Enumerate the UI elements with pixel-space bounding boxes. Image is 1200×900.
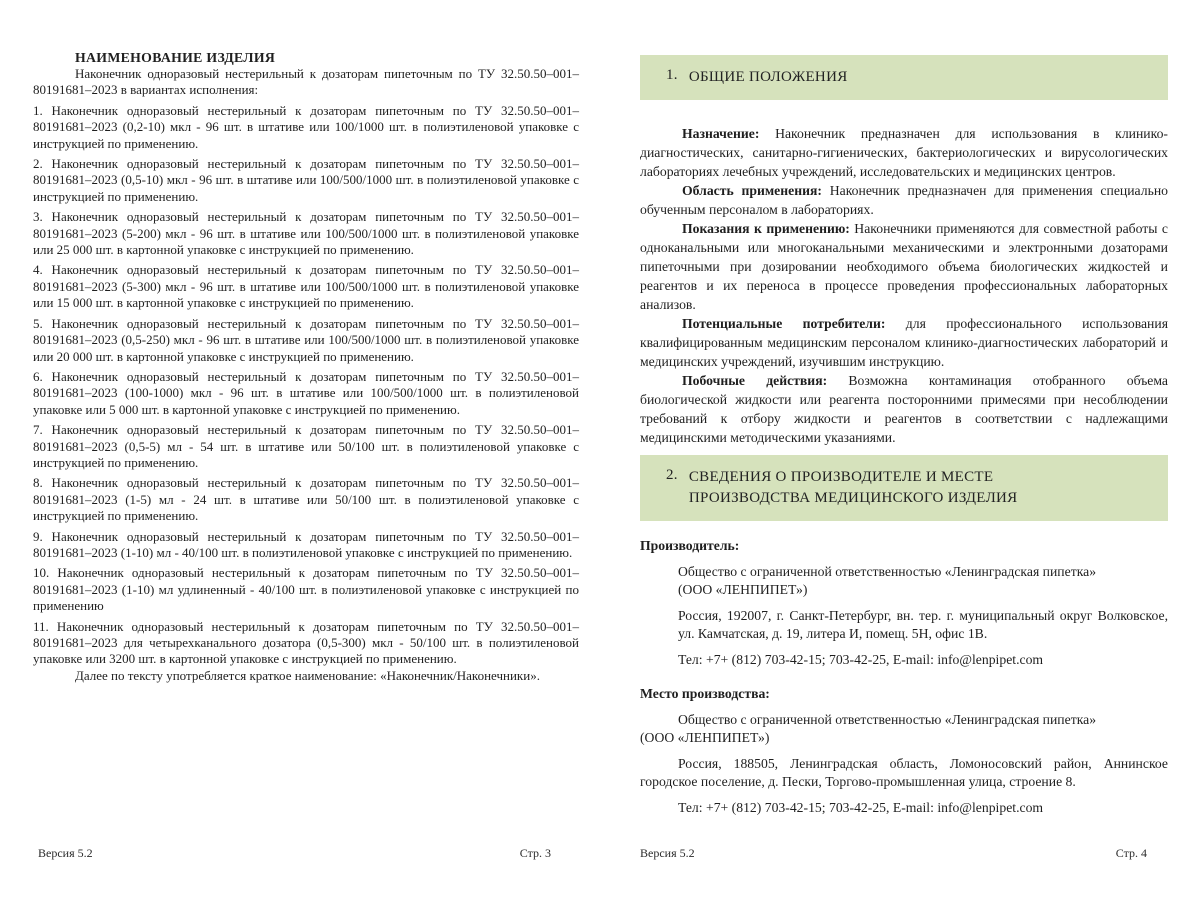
footer-version: Версия 5.2 xyxy=(640,846,695,860)
paragraph-lead: Показания к применению: xyxy=(682,221,850,236)
section-1-number: 1. xyxy=(666,67,678,83)
section-2-title: СВЕДЕНИЯ О ПРОИЗВОДИТЕЛЕ И МЕСТЕ ПРОИЗВОДСТВА МЕДИЦИНСКОГО ИЗДЕЛИЯ xyxy=(688,469,1018,506)
variant-item-1: 1. Наконечник одноразовый нестерильный к дозаторам пипеточным по ТУ 32.50.50–001–80191681–2023 (0,2-10) мкл - 96 шт. в штативе или 100/1000 шт. в полиэтиленовой упаковке с инструкцией по применению. xyxy=(33,102,579,151)
paragraph-pokazaniya xyxy=(640,219,1168,314)
short-name-note: Далее по тексту употребляется краткое наименование: «Наконечник/Наконечники». xyxy=(75,667,540,683)
footer-page-number: Стр. 4 xyxy=(1115,846,1147,860)
section-2-number: 2. xyxy=(666,467,678,483)
paragraph-text: для профессионального использования квалифицированным медицинским персоналом клинико-диагностических лабораторий и медицинских учреждений, изучившим инструкцию. xyxy=(640,316,1168,369)
manufacturer-name-line1: Общество с ограниченной ответственностью «Ленинградская пипетка» xyxy=(678,564,1097,579)
manufacturer-phone: Тел: +7+ (812) 703-42-15; 703-42-25, E-mail: info@lenpipet.com xyxy=(678,652,1044,667)
production-site-name-line2: (ООО «ЛЕНПИПЕТ») xyxy=(640,730,770,745)
manufacturer-label: Производитель: xyxy=(640,538,740,553)
paragraph-pobochnye-deystviya xyxy=(640,371,1168,447)
variant-item-7: 7. Наконечник одноразовый нестерильный к дозаторам пипеточным по ТУ 32.50.50–001–80191681–2023 (0,5-5) мл - 54 шт. в штативе или 50/100 шт. в полиэтиленовой упаковке с инструкцией по применению. xyxy=(33,422,579,470)
paragraph-text: Наконечник предназначен для использования в клинико-диагностических, санитарно-гигиенических, бактериологических и вирусологических лабораториях лечебных учреждений, исследовательских и медицинских центров. xyxy=(640,126,1168,179)
footer-version: Версия 5.2 xyxy=(38,846,93,860)
paragraph-lead: Побочные действия: xyxy=(682,373,828,388)
variant-item-9: 9. Наконечник одноразовый нестерильный к дозаторам пипеточным по ТУ 32.50.50–001–80191681–2023 (1-10) мл - 40/100 шт. в полиэтиленовой упаковке с инструкцией по применению. xyxy=(33,528,579,560)
paragraph-text: Наконечники применяются для совместной работы с одноканальными или многоканальными механическими и электронными дозаторами пипеточными при дозировании необходимого объема биологических жидкостей и реагентов и их переноса в процессе проведения профессиональных лабораторных анализов. xyxy=(640,221,1168,312)
page-title: НАИМЕНОВАНИЕ ИЗДЕЛИЯ xyxy=(75,50,276,65)
manufacturer-section xyxy=(640,537,1168,817)
paragraph-lead: Область применения: xyxy=(682,183,822,198)
product-name-section xyxy=(33,66,579,684)
general-provisions-section xyxy=(640,124,1168,447)
paragraph-oblast-primeneniya xyxy=(640,181,1168,219)
paragraph-potrebiteli xyxy=(640,314,1168,371)
variant-item-3: 3. Наконечник одноразовый нестерильный к дозаторам пипеточным по ТУ 32.50.50–001–80191681–2023 (5-200) мкл - 96 шт. в штативе или 100/500/1000 шт. в полиэтиленовой упаковке или 25 000 шт. в картонной упаковке с инструкцией по применению. xyxy=(33,209,579,258)
paragraph-lead: Назначение: xyxy=(682,126,760,141)
production-site-name-line1: Общество с ограниченной ответственностью «Ленинградская пипетка» xyxy=(678,712,1097,727)
section-1-title: ОБЩИЕ ПОЛОЖЕНИЯ xyxy=(688,69,848,85)
variant-item-11: 11. Наконечник одноразовый нестерильный к дозаторам пипеточным по ТУ 32.50.50–001–80191681–2023 для четырехканального дозатора (0,5-300) мкл - 50/100 шт. в полиэтиленовой упаковке или 3200 шт. в картонной упаковке с инструкцией по применению. xyxy=(33,618,579,667)
production-site-address: Россия, 188505, Ленинградская область, Ломоносовский район, Аннинское городское поселение, д. Пески, Торгово-промышленная улица, строение 8. xyxy=(640,756,1168,789)
manufacturer-address: Россия, 192007, г. Санкт-Петербург, вн. тер. г. муниципальный округ Волковское, ул. Камчатская, д. 19, литера И, помещ. 5Н, офис 1В. xyxy=(678,608,1168,641)
paragraph-naznachenie xyxy=(640,124,1168,181)
section-1-heading xyxy=(640,55,1168,100)
footer-page-number: Стр. 3 xyxy=(519,846,551,860)
variant-item-5: 5. Наконечник одноразовый нестерильный к дозаторам пипеточным по ТУ 32.50.50–001–80191681–2023 (0,5-250) мкл - 96 шт. в штативе или 100/500/1000 шт. в полиэтиленовой упаковке или 20 000 шт. в картонной упаковке с инструкцией по применению. xyxy=(33,315,579,364)
variant-item-10: 10. Наконечник одноразовый нестерильный к дозаторам пипеточным по ТУ 32.50.50–001–80191681–2023 (1-10) мл удлиненный - 40/100 шт. в полиэтиленовой упаковке с инструкцией по применению xyxy=(33,565,579,614)
variant-item-6: 6. Наконечник одноразовый нестерильный к дозаторам пипеточным по ТУ 32.50.50–001–80191681–2023 (100-1000) мкл - 96 шт. в штативе или 100/500/1000 шт. в полиэтиленовой упаковке или 5 000 шт. в картонной упаковке с инструкцией по применению. xyxy=(33,368,579,417)
document-page-3 xyxy=(33,0,579,900)
production-site-phone: Тел: +7+ (812) 703-42-15; 703-42-25, E-mail: info@lenpipet.com xyxy=(678,800,1044,815)
paragraph-text: Возможна контаминация отобранного объема биологической жидкости или реагента посторонними примесями при несоблюдении требований к отбору жидкости и реагентов в соответствии с надлежащими медицинскими методическими указаниями. xyxy=(640,373,1169,445)
production-site-label: Место производства: xyxy=(640,686,770,701)
variant-item-4: 4. Наконечник одноразовый нестерильный к дозаторам пипеточным по ТУ 32.50.50–001–80191681–2023 (5-300) мкл - 96 шт. в штативе или 100/500/1000 шт. в полиэтиленовой упаковке или 15 000 шт. в картонной упаковке с инструкцией по применению. xyxy=(33,262,579,311)
intro-paragraph: Наконечник одноразовый нестерильный к дозаторам пипеточным по ТУ 32.50.50–001–80191681–2023 в вариантах исполнения: xyxy=(33,66,579,98)
paragraph-text: Наконечник предназначен для применения специально обученным персоналом в лабораториях. xyxy=(640,183,1168,217)
section-2-heading xyxy=(640,455,1168,521)
document-page-4 xyxy=(640,0,1168,900)
manufacturer-name-line2: (ООО «ЛЕНПИПЕТ») xyxy=(678,582,808,597)
variant-item-2: 2. Наконечник одноразовый нестерильный к дозаторам пипеточным по ТУ 32.50.50–001–80191681–2023 (0,5-10) мкл - 96 шт. в штативе или 100/500/1000 шт. в полиэтиленовой упаковке с инструкцией по применению. xyxy=(33,156,579,204)
paragraph-lead: Потенциальные потребители: xyxy=(682,316,886,331)
variant-item-8: 8. Наконечник одноразовый нестерильный к дозаторам пипеточным по ТУ 32.50.50–001–80191681–2023 (1-5) мл - 24 шт. в штативе или 50/100 шт. в полиэтиленовой упаковке с инструкцией по применению. xyxy=(33,475,579,524)
